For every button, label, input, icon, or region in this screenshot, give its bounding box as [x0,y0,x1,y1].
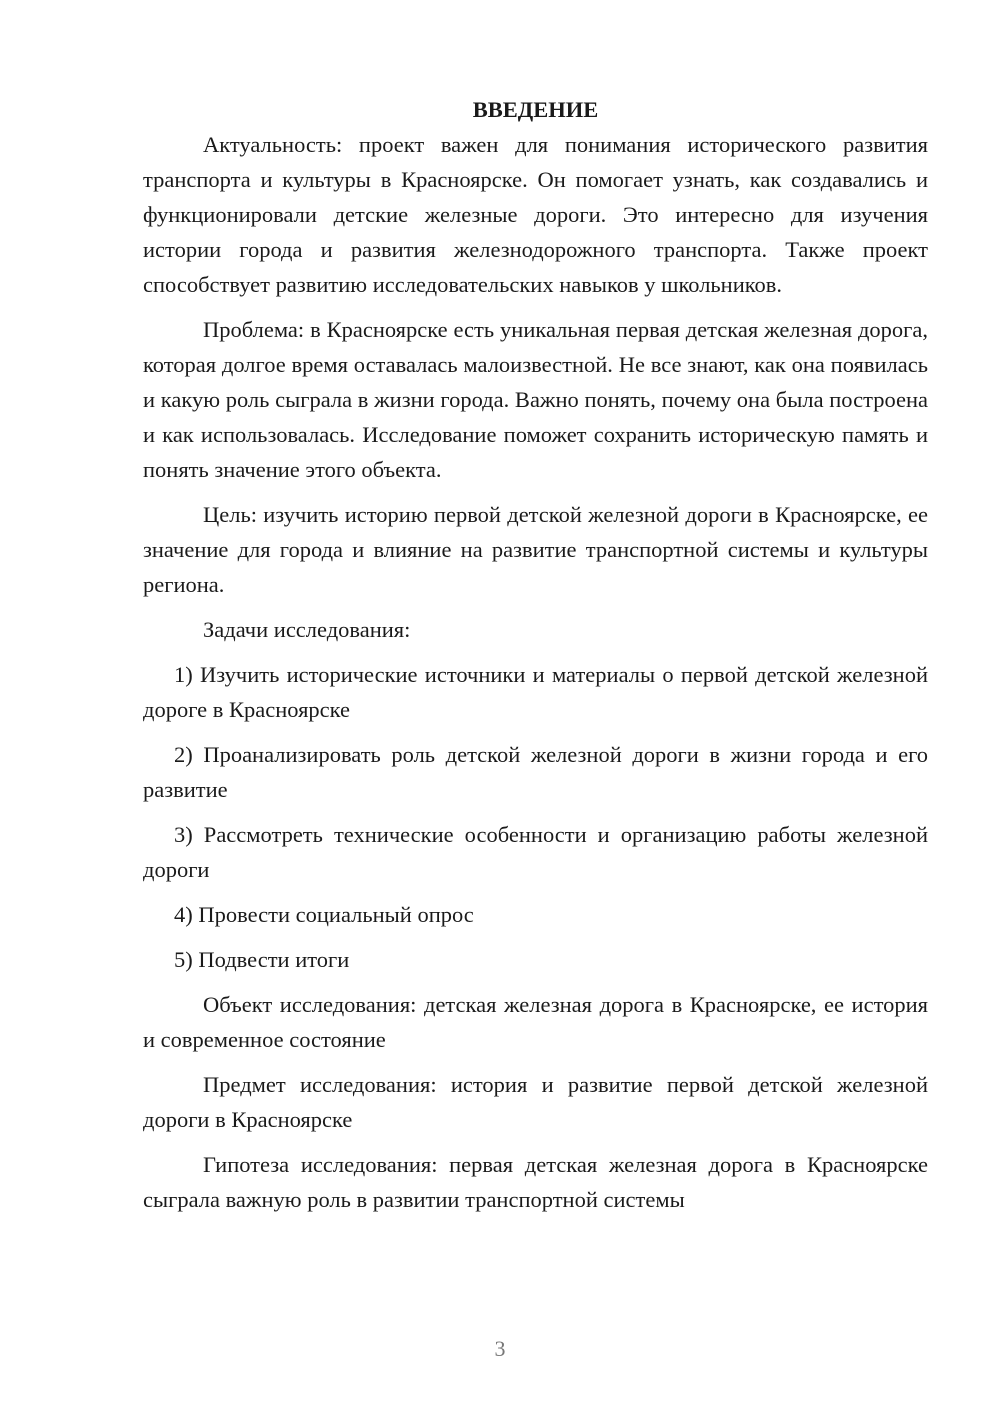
paragraph-tasks-heading: Задачи исследования: [203,617,411,642]
page-number: 3 [494,1336,506,1361]
task-item-1: 1) Изучить исторические источники и материалы о первой детской железной дороге в Красноярске [143,662,928,722]
task-item-2: 2) Проанализировать роль детской железной дороги в жизни города и его развитие [143,742,928,802]
task-item-4: 4) Провести социальный опрос [174,902,474,927]
task-item-3: 3) Рассмотреть технические особенности и организацию работы железной дороги [143,822,928,882]
paragraph-subject: Предмет исследования: история и развитие первой детской железной дороги в Красноярске [143,1072,928,1132]
task-item-5: 5) Подвести итоги [174,947,350,972]
paragraph-hypothesis: Гипотеза исследования: первая детская железная дорога в Красноярске сыграла важную роль в развитии транспортной системы [143,1152,928,1212]
paragraph-problem: Проблема: в Красноярске есть уникальная первая детская железная дорога, которая долгое время оставалась малоизвестной. Не все знают, как она появилась и какую роль сыграла в жизни города. Важно понять, почему она была построена и как использовалась. Исследование поможет сохранить историческую память и понять значение этого объекта. [143,317,928,482]
document-page [143,92,928,1227]
section-title: ВВЕДЕНИЕ [472,97,599,122]
paragraph-goal: Цель: изучить историю первой детской железной дороги в Красноярске, ее значение для города и влияние на развитие транспортной системы и культуры региона. [143,502,928,597]
paragraph-object: Объект исследования: детская железная дорога в Красноярске, ее история и современное состояние [143,992,928,1052]
paragraph-relevance: Актуальность: проект важен для понимания исторического развития транспорта и культуры в Красноярске. Он помогает узнать, как создавались и функционировали детские железные дороги. Это интересно для изучения истории города и развития железнодорожного транспорта. Также проект способствует развитию исследовательских навыков у школьников. [143,132,928,297]
